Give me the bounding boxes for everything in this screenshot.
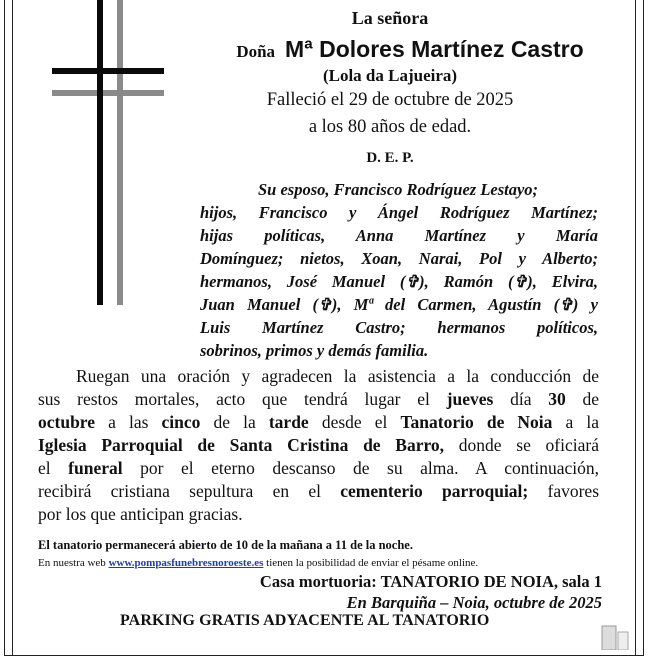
family-line: Luis Martínez Castro; hermanos políticos, xyxy=(200,318,598,337)
body-line: Iglesia Parroquial de Santa Cristina de Barro, donde se oficiará xyxy=(38,435,599,455)
body-line: por los que anticipan gracias. xyxy=(38,504,243,524)
body-line: octubre a las cinco de la tarde desde el Tanatorio de Noia a la xyxy=(38,412,600,432)
cross-gray-vertical xyxy=(117,0,123,305)
family-paragraph xyxy=(200,178,598,362)
title: La señora xyxy=(351,8,429,28)
ceremony-paragraph xyxy=(38,365,599,526)
funeral-home: Casa mortuoria: TANATORIO DE NOIA, sala 1 xyxy=(259,572,602,591)
honorific: Doña xyxy=(236,42,276,61)
deceased-name-line xyxy=(205,36,615,63)
family-line: hijas políticas, Anna Martínez y María xyxy=(200,226,598,245)
family-line: sobrinos, primos y demás familia. xyxy=(200,341,429,360)
hours-note: El tanatorio permanecerá abierto de 10 de la mañana a 11 de la noche. xyxy=(38,538,413,552)
place-date: En Barquiña – Noia, octubre de 2025 xyxy=(346,593,602,612)
body-line: Ruegan una oración y agradecen la asistencia a la conducción de xyxy=(76,366,599,386)
family-line: Juan Manuel (✞), Mª del Carmen, Agustín (✞) y xyxy=(200,295,598,314)
dep: D. E. P. xyxy=(366,150,414,166)
age: a los 80 años de edad. xyxy=(308,117,472,137)
web-note: En nuestra web www.pompasfunebresnoroeste.es tienen la posibilidad de enviar el pésame online. xyxy=(38,557,479,569)
family-line: hermanos, José Manuel (✞), Ramón (✞), Elvira, xyxy=(200,272,598,291)
parking-note: PARKING GRATIS ADYACENTE AL TANATORIO xyxy=(120,612,490,629)
deceased-name: Mª Dolores Martínez Castro xyxy=(285,36,584,62)
family-line: Domínguez; nietos, Xoan, Narai, Pol y Alberto; xyxy=(200,249,598,268)
cross-black-horizontal xyxy=(52,68,164,74)
alias: (Lola da Lajueira) xyxy=(322,66,458,85)
corner-ornament-icon xyxy=(600,620,630,650)
family-line: hijos, Francisco y Ángel Rodríguez Martínez; xyxy=(200,203,598,222)
death-date: Falleció el 29 de octubre de 2025 xyxy=(266,90,514,110)
family-line: Su esposo, Francisco Rodríguez Lestayo; xyxy=(258,180,539,199)
website-link[interactable]: www.pompasfunebresnoroeste.es xyxy=(108,557,264,569)
body-line: sus restos mortales, acto que tendrá lugar el jueves día 30 de xyxy=(38,389,600,409)
body-line: recibirá cristiana sepultura en el cementerio parroquial; favores xyxy=(38,481,600,501)
cross-black-vertical xyxy=(97,0,103,305)
body-line: el funeral por el eterno descanso de su alma. A continuación, xyxy=(38,458,599,478)
cross-gray-horizontal xyxy=(52,90,164,96)
